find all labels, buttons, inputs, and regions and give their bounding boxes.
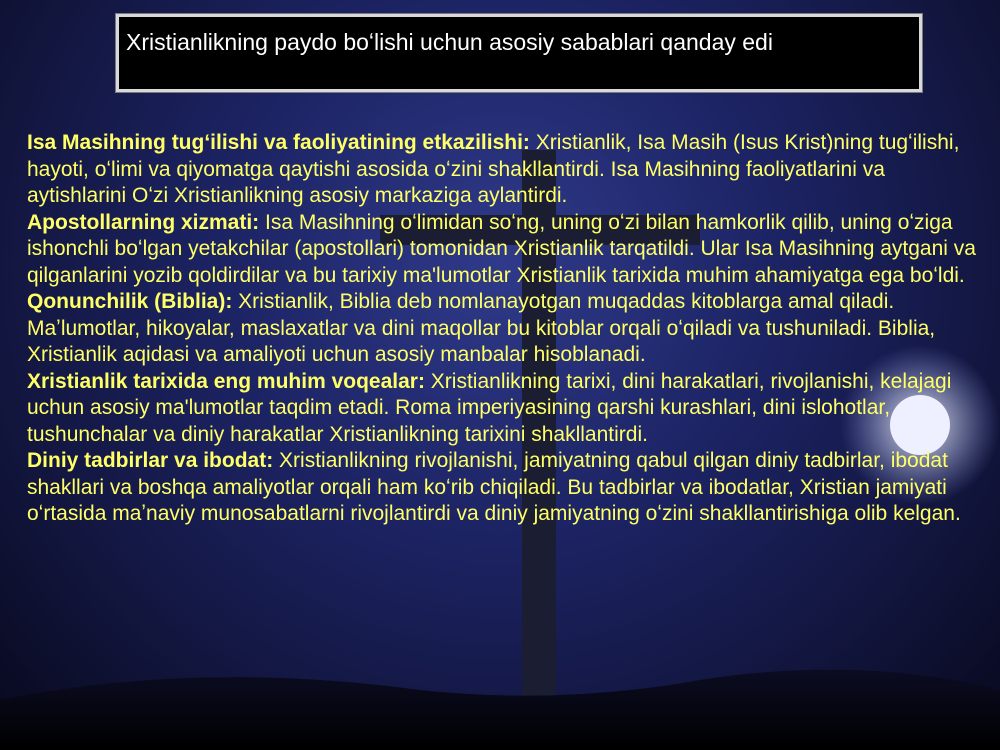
section-heading: Xristianlik tarixida eng muhim voqealar: — [27, 369, 425, 393]
hill-silhouette — [0, 670, 1000, 750]
slide-body — [27, 130, 982, 528]
slide-title-box — [116, 14, 922, 92]
section-paragraph — [27, 369, 982, 449]
section-heading: Isa Masihning tugʻilishi va faoliyatining etkazilishi: — [27, 131, 530, 154]
section-text: Xristianlik, Biblia deb nomlanayotgan muqaddas kitoblarga amal qiladi. Maʼlumotlar, hikoyalar, maslaxatlar va dini maqollar bu kitoblar orqali oʻqiladi va tushuniladi. Biblia, Xristianlik aqidasi va amaliyoti uchun asosiy manbalar hisoblanadi. — [27, 290, 936, 366]
section-paragraph — [27, 289, 982, 369]
slide-title: Xristianlikning paydo boʻlishi uchun asosiy sabablari qanday edi — [126, 29, 773, 55]
section-heading: Apostollarning xizmati: — [27, 210, 260, 234]
section-text: Xristianlikning tarixi, dini harakatlari, rivojlanishi, kelajagi uchun asosiy ma'lumotlar taqdim etadi. Roma imperiyasining qarshi kurashlari, dini islohotlar, tushunchalar va diniy harakatlar Xristianlikning tarixini shakllantirdi. — [27, 369, 952, 446]
section-text: Xristianlik, Isa Masih (Isus Krist)ning tugʻilishi, hayoti, oʻlimi va qiyomatga qaytishi asosida oʻzini shakllantirdi. Isa Masihning faoliyatlarini va aytishlarini Oʻzi Xristianlikning asosiy markaziga aylantirdi. — [27, 131, 960, 207]
section-text: Isa Masihning oʻlimidan soʻng, uning oʻzi bilan hamkorlik qilib, uning oʻziga ishonchli boʻlgan yetakchilar (apostollari) tomonidan Xristianlik tarqatildi. Ular Isa Masihning aytgani va qilganlarini yozib qoldirdilar va bu tarixiy ma'lumotlar Xristianlik tarixida muhim ahamiyatga ega boʻldi. — [27, 210, 976, 287]
section-paragraph — [27, 210, 982, 290]
section-paragraph — [27, 130, 982, 210]
section-heading: Diniy tadbirlar va ibodat: — [27, 449, 274, 472]
section-paragraph — [27, 448, 982, 528]
section-heading: Qonunchilik (Biblia): — [27, 290, 233, 313]
section-text: Xristianlikning rivojlanishi, jamiyatning qabul qilgan diniy tadbirlar, ibodat shakllari va boshqa amaliyotlar orqali ham koʻrib chiqiladi. Bu tadbirlar va ibodatlar, Xristian jamiyati oʻrtasida maʼnaviy munosabatlarni rivojlantirdi va diniy jamiyatning oʻzini shakllantirishiga olib kelgan. — [27, 449, 961, 525]
